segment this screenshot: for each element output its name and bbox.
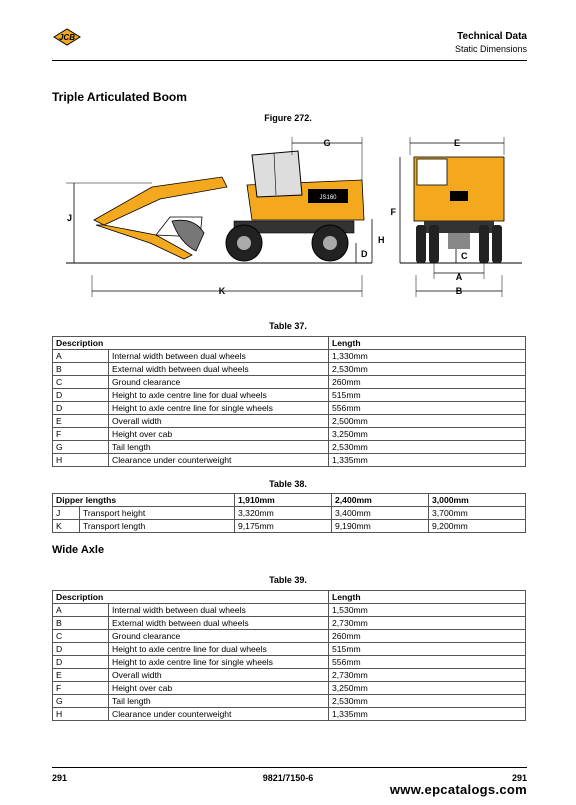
table-row bbox=[53, 656, 526, 669]
cell-length: 556mm bbox=[329, 402, 526, 415]
header-length: Length bbox=[329, 337, 526, 350]
cell-length: 2,530mm bbox=[329, 363, 526, 376]
label-c: C bbox=[461, 251, 468, 261]
cell-description: Height to axle centre line for single wheels bbox=[109, 656, 329, 669]
cell-description: Height over cab bbox=[109, 428, 329, 441]
cell-code: E bbox=[53, 669, 109, 682]
table39-caption: Table 39. bbox=[269, 575, 307, 585]
table-row bbox=[53, 520, 526, 533]
jcb-logo bbox=[52, 28, 82, 46]
table-row bbox=[53, 682, 526, 695]
figure-caption: Figure 272. bbox=[264, 113, 312, 123]
table-row bbox=[53, 415, 526, 428]
page-number-right: 291 bbox=[511, 773, 527, 783]
cell-value: 9,200mm bbox=[429, 520, 526, 533]
table-row bbox=[53, 441, 526, 454]
header-dipper-lengths: Dipper lengths bbox=[53, 494, 235, 507]
table-row bbox=[53, 604, 526, 617]
table-row bbox=[53, 350, 526, 363]
cell-description: Height to axle centre line for dual wheels bbox=[109, 389, 329, 402]
table38-caption: Table 38. bbox=[269, 479, 307, 489]
cell-value: 9,175mm bbox=[235, 520, 332, 533]
cell-length: 2,730mm bbox=[329, 669, 526, 682]
cell-code: A bbox=[53, 350, 109, 363]
cell-description: Transport length bbox=[80, 520, 235, 533]
header-dipper-3: 3,000mm bbox=[429, 494, 526, 507]
table-row bbox=[53, 507, 526, 520]
cell-description: External width between dual wheels bbox=[109, 363, 329, 376]
header-subtitle: Static Dimensions bbox=[454, 44, 527, 54]
cell-length: 515mm bbox=[329, 643, 526, 656]
logo-text: JCB bbox=[58, 33, 76, 42]
cell-code: G bbox=[53, 441, 109, 454]
label-b: B bbox=[455, 286, 463, 296]
cell-value: 9,190mm bbox=[332, 520, 429, 533]
label-k: K bbox=[218, 286, 226, 296]
cell-code: D bbox=[53, 656, 109, 669]
table-row bbox=[53, 376, 526, 389]
section-title-wide-axle: Wide Axle bbox=[52, 544, 105, 556]
cell-description: Clearance under counterweight bbox=[109, 708, 329, 721]
model-decal: JS160 bbox=[319, 195, 337, 201]
table-row bbox=[53, 454, 526, 467]
doc-number: 9821/7150-6 bbox=[262, 773, 314, 783]
header-description: Description bbox=[53, 337, 329, 350]
page-number-left: 291 bbox=[52, 773, 68, 783]
table-row bbox=[53, 363, 526, 376]
cell-code: C bbox=[53, 630, 109, 643]
cell-length: 2,530mm bbox=[329, 441, 526, 454]
watermark: www.epcatalogs.com bbox=[389, 782, 527, 797]
cell-value: 3,400mm bbox=[332, 507, 429, 520]
cell-description: Internal width between dual wheels bbox=[109, 350, 329, 363]
label-a: A bbox=[455, 272, 463, 282]
table-row bbox=[53, 708, 526, 721]
table-row bbox=[53, 389, 526, 402]
cell-code: G bbox=[53, 695, 109, 708]
table-row bbox=[53, 428, 526, 441]
cell-length: 515mm bbox=[329, 389, 526, 402]
cell-length: 1,335mm bbox=[329, 454, 526, 467]
cell-description: Height to axle centre line for single wheels bbox=[109, 402, 329, 415]
cell-code: F bbox=[53, 428, 109, 441]
cell-description: External width between dual wheels bbox=[109, 617, 329, 630]
cell-length: 1,335mm bbox=[329, 708, 526, 721]
dimension-drawing bbox=[52, 125, 532, 305]
header-length: Length bbox=[329, 591, 526, 604]
header-dipper-1: 1,910mm bbox=[235, 494, 332, 507]
table-header-row bbox=[53, 591, 526, 604]
cell-description: Height to axle centre line for dual wheels bbox=[109, 643, 329, 656]
header-title: Technical Data bbox=[457, 31, 527, 42]
cell-description: Transport height bbox=[80, 507, 235, 520]
cell-length: 3,250mm bbox=[329, 682, 526, 695]
table-row bbox=[53, 630, 526, 643]
cell-code: F bbox=[53, 682, 109, 695]
cell-code: E bbox=[53, 415, 109, 428]
cell-length: 556mm bbox=[329, 656, 526, 669]
label-h: H bbox=[378, 235, 385, 245]
cell-code: D bbox=[53, 389, 109, 402]
cell-code: B bbox=[53, 363, 109, 376]
cell-description: Internal width between dual wheels bbox=[109, 604, 329, 617]
table-row bbox=[53, 695, 526, 708]
label-g: G bbox=[323, 138, 331, 148]
cell-length: 260mm bbox=[329, 376, 526, 389]
cell-code: D bbox=[53, 402, 109, 415]
table-header-row bbox=[53, 494, 526, 507]
cell-length: 1,330mm bbox=[329, 350, 526, 363]
table-38 bbox=[52, 493, 526, 533]
cell-code: J bbox=[53, 507, 80, 520]
label-d: D bbox=[361, 249, 368, 259]
cell-description: Height over cab bbox=[109, 682, 329, 695]
cell-code: B bbox=[53, 617, 109, 630]
table-39 bbox=[52, 590, 526, 721]
table-row bbox=[53, 669, 526, 682]
cell-code: C bbox=[53, 376, 109, 389]
cell-description: Tail length bbox=[109, 695, 329, 708]
header-description: Description bbox=[53, 591, 329, 604]
header-dipper-2: 2,400mm bbox=[332, 494, 429, 507]
footer-divider bbox=[52, 767, 527, 768]
table-37 bbox=[52, 336, 526, 467]
cell-length: 3,250mm bbox=[329, 428, 526, 441]
cell-length: 2,500mm bbox=[329, 415, 526, 428]
label-f: F bbox=[390, 207, 396, 217]
label-e: E bbox=[453, 138, 461, 148]
cell-description: Tail length bbox=[109, 441, 329, 454]
table37-caption: Table 37. bbox=[269, 321, 307, 331]
cell-description: Overall width bbox=[109, 415, 329, 428]
cell-description: Ground clearance bbox=[109, 630, 329, 643]
label-j: J bbox=[66, 213, 72, 223]
cell-code: A bbox=[53, 604, 109, 617]
cell-code: H bbox=[53, 708, 109, 721]
cell-code: K bbox=[53, 520, 80, 533]
cell-description: Overall width bbox=[109, 669, 329, 682]
table-row bbox=[53, 617, 526, 630]
table-row bbox=[53, 643, 526, 656]
table-header-row bbox=[53, 337, 526, 350]
section-title-triple-boom: Triple Articulated Boom bbox=[52, 90, 187, 104]
header-divider bbox=[52, 60, 527, 61]
table-row bbox=[53, 402, 526, 415]
cell-value: 3,320mm bbox=[235, 507, 332, 520]
cell-length: 260mm bbox=[329, 630, 526, 643]
cell-length: 1,530mm bbox=[329, 604, 526, 617]
cell-code: H bbox=[53, 454, 109, 467]
cell-value: 3,700mm bbox=[429, 507, 526, 520]
cell-length: 2,530mm bbox=[329, 695, 526, 708]
cell-description: Ground clearance bbox=[109, 376, 329, 389]
cell-length: 2,730mm bbox=[329, 617, 526, 630]
cell-description: Clearance under counterweight bbox=[109, 454, 329, 467]
cell-code: D bbox=[53, 643, 109, 656]
